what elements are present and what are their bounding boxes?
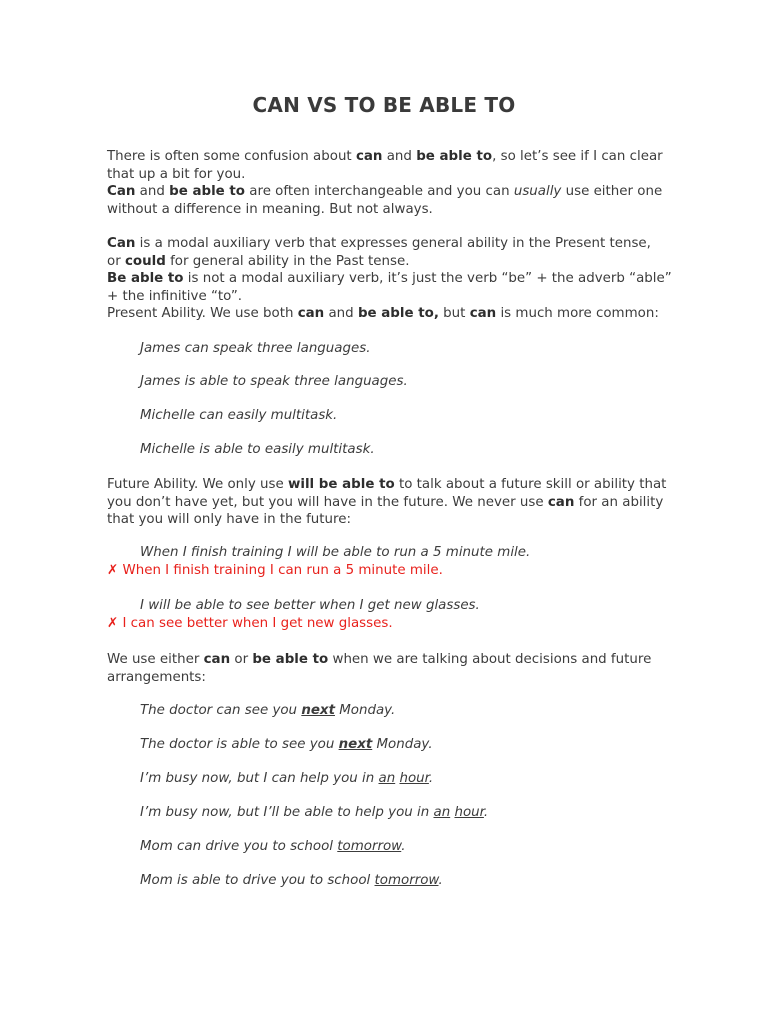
text-run: for an ability <box>574 494 664 510</box>
example-sentence <box>140 702 700 720</box>
incorrect-example: ✗ When I finish training I can run a 5 minute mile. <box>107 563 443 578</box>
text-run: We use either <box>107 652 204 667</box>
underlined-term: hour <box>454 805 484 820</box>
text-run: Future Ability. We only use <box>107 477 288 492</box>
underlined-term: an <box>378 771 396 786</box>
bold-term: can <box>203 652 231 667</box>
text-run: is not a modal auxiliary verb, it’s just the verb “be” + the adverb “able” <box>183 271 672 287</box>
example-sentence: Michelle can easily multitask. <box>140 408 338 423</box>
bold-term: Can <box>107 184 136 200</box>
example-sentence: When I finish training I will be able to run a 5 minute mile. <box>140 545 531 560</box>
decisions-paragraph <box>107 651 677 686</box>
page-title: CAN VS TO BE ABLE TO <box>252 93 516 117</box>
text-run: , so let’s see if I can clear <box>492 149 663 164</box>
underlined-term: hour <box>399 771 429 786</box>
bold-term: be able to <box>252 652 329 667</box>
bold-term: be able to <box>416 149 493 164</box>
text-run: + the infinitive “to”. <box>107 288 243 304</box>
can-definition-paragraph <box>107 235 677 323</box>
text-run: . <box>438 873 443 888</box>
text-run: . <box>428 771 434 786</box>
example-sentence: James can speak three languages. <box>140 341 371 356</box>
text-run: or <box>230 652 253 667</box>
underlined-term: tomorrow <box>374 873 439 888</box>
text-run: I’m busy now, but I’ll be able to help you in <box>140 805 434 820</box>
text-run: Monday. <box>372 737 433 752</box>
text-run: that you will only have in the future: <box>107 512 351 528</box>
text-run: when we are talking about decisions and future <box>328 652 652 667</box>
text-run: that up a bit for you. <box>107 166 246 182</box>
bold-term: Can <box>107 236 136 251</box>
text-run: Mom can drive you to school <box>140 839 338 854</box>
text-run: There is often some confusion about <box>107 149 356 164</box>
text-run: is a modal auxiliary verb that expresses general ability in the Present tense, <box>135 236 651 251</box>
text-run: . <box>483 805 489 820</box>
example-sentence: Michelle is able to easily multitask. <box>140 442 375 457</box>
text-run: for general ability in the Past tense. <box>165 253 410 269</box>
underlined-term: next <box>301 703 335 718</box>
text-run: Mom is able to drive you to school <box>140 873 375 888</box>
example-sentence <box>140 872 700 890</box>
bold-term: can <box>355 149 383 164</box>
bold-term: can <box>547 494 575 510</box>
example-sentence: I will be able to see better when I get new glasses. <box>140 598 480 613</box>
italic-term: usually <box>513 184 562 200</box>
text-run: . <box>401 839 406 854</box>
text-run: is much more common: <box>496 306 659 322</box>
bold-term: be able to, <box>357 306 439 322</box>
example-sentence <box>140 770 700 788</box>
underlined-term: tomorrow <box>337 839 402 854</box>
bold-term: can <box>297 306 325 322</box>
example-sentence: James is able to speak three languages. <box>140 374 408 389</box>
text-run: without a difference in meaning. But not always. <box>107 201 433 217</box>
text-run: arrangements: <box>107 669 206 685</box>
text-run: use either one <box>561 184 663 200</box>
intro-paragraph <box>107 148 677 218</box>
underlined-term: next <box>338 737 373 752</box>
incorrect-example: ✗ I can see better when I get new glasses. <box>107 616 393 631</box>
text-run: and <box>382 149 417 164</box>
underlined-term: an <box>433 805 451 820</box>
bold-term: Be able to <box>107 271 184 287</box>
text-run: and <box>324 306 358 322</box>
text-run: Present Ability. We use both <box>107 306 298 322</box>
text-run: Monday. <box>334 703 396 718</box>
text-run: but <box>438 306 470 322</box>
bold-term: could <box>124 253 166 269</box>
example-sentence <box>140 804 700 822</box>
bold-term: will be able to <box>288 477 395 492</box>
example-sentence <box>140 838 700 856</box>
bold-term: be able to <box>169 184 246 200</box>
text-run: or <box>107 253 125 269</box>
text-run: The doctor can see you <box>140 703 302 718</box>
text-run: The doctor is able to see you <box>140 737 339 752</box>
text-run: you don’t have yet, but you will have in the future. We never use <box>107 494 548 510</box>
text-run: and <box>135 184 170 200</box>
bold-term: can <box>469 306 497 322</box>
text-run: to talk about a future skill or ability that <box>394 477 667 492</box>
future-ability-paragraph <box>107 476 677 529</box>
text-run: are often interchangeable and you can <box>245 184 514 200</box>
text-run: I’m busy now, but I can help you in <box>140 771 379 786</box>
example-sentence <box>140 736 700 754</box>
